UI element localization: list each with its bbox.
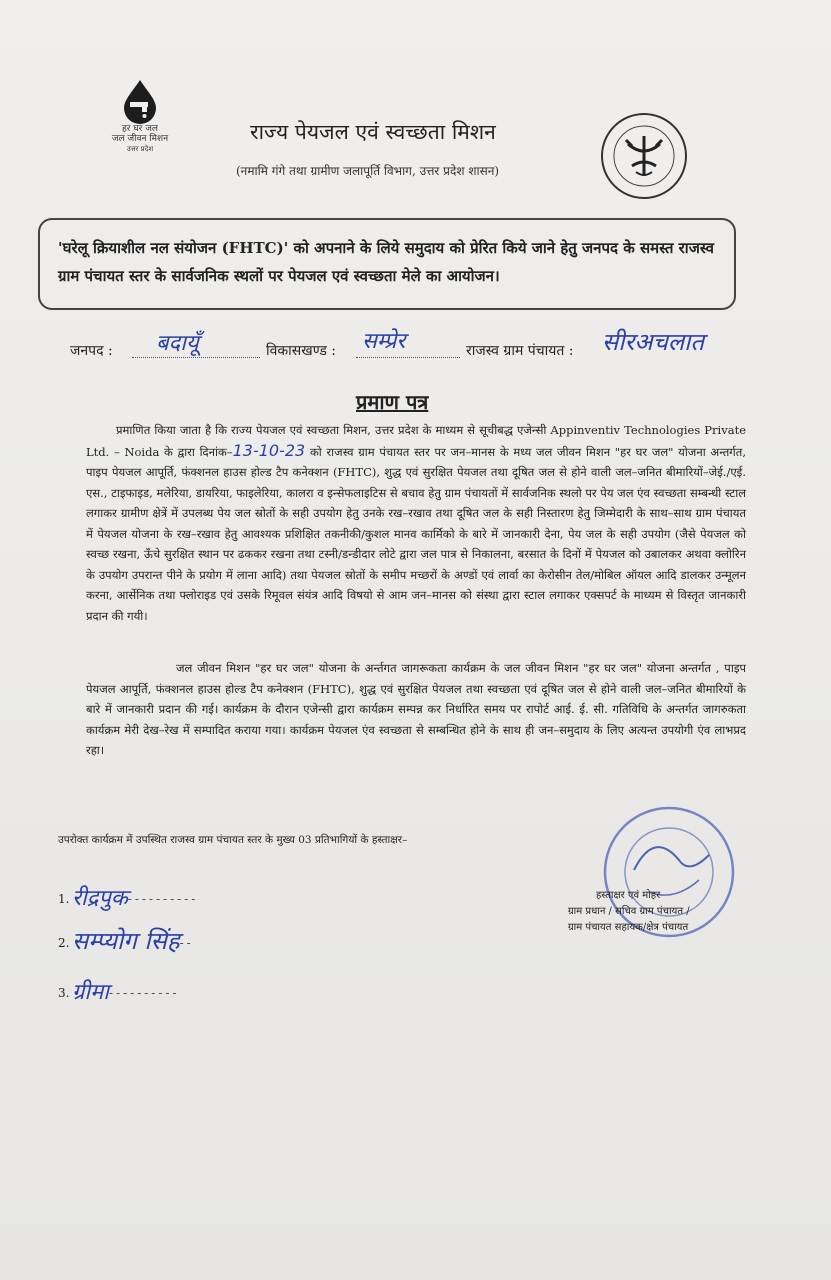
signature-line-2 xyxy=(58,922,194,955)
event-banner: 'घरेलू क्रियाशील नल संयोजन (FHTC)' को अपनाने के लिये समुदाय को प्रेरित किये जाने हेतु जनपद के समस्त राजस्व ग्राम पंचायत स्तर के सार्वजनिक स्थलों पर पेयजल एवं स्वच्छता मेले का आयोजन। xyxy=(38,218,736,310)
signature-number: 2. xyxy=(58,936,70,950)
event-date: 13-10-23 xyxy=(232,440,306,460)
stamp-line-3: ग्राम पंचायत सहायक/क्षेत्र पंचायत xyxy=(568,922,689,933)
logo-caption-2: जल जीवन मिशन xyxy=(111,134,169,144)
signature-line-1 xyxy=(58,880,198,910)
logo-caption-1: हर घर जल xyxy=(122,124,158,134)
block-value: सम्प्रेर xyxy=(362,329,406,354)
jal-jeevan-mission-logo xyxy=(104,78,176,154)
signatures-intro: उपरोक्त कार्यक्रम में उपस्थित राजस्व ग्राम पंचायत स्तर के मुख्य 03 प्रतिभागियों के हस्ताक्षर– xyxy=(58,834,408,846)
district-label: जनपद : xyxy=(70,343,113,359)
certificate-paragraph-1 xyxy=(86,420,746,626)
signature-3: ग्रीमा xyxy=(72,980,109,1005)
stamp-line-1: हस्ताक्षर एवं मोहर xyxy=(596,890,661,901)
panchayat-label: राजस्व ग्राम पंचायत : xyxy=(466,343,574,359)
para1-part-a: प्रमाणित किया जाता है कि राज्य पेयजल एवं स्वच्छता मिशन, उत्तर प्रदेश के माध्यम से सूचीबद्ध एजेन्सी Appinventiv Technologies Private Ltd. – Noida के द्वारा दिनांक– xyxy=(86,423,746,459)
signature-dashes: -- xyxy=(179,936,194,950)
district-value: बदायूँ xyxy=(156,331,199,356)
signature-number: 3. xyxy=(58,986,70,1000)
logo-caption-3: उत्तर प्रदेश xyxy=(126,145,154,153)
block-label: विकासखण्ड : xyxy=(266,343,337,359)
signature-number: 1. xyxy=(58,892,70,906)
stamp-line-2: ग्राम प्रधान / सचिव ग्राम पंचायत / xyxy=(568,906,690,917)
page-title: राज्य पेयजल एवं स्वच्छता मिशन xyxy=(250,120,496,144)
signature-1: रीद्रपुक xyxy=(72,886,128,911)
up-emblem-logo xyxy=(598,110,690,206)
certificate-paragraph-2: जल जीवन मिशन "हर घर जल" योजना के अर्न्तगत जागरूकता कार्यक्रम के जल जीवन मिशन "हर घर जल" योजना अन्तर्गत , पाइप पेयजल आपूर्ति, फंक्शनल हाउस होल्ड टैप कनेक्शन (FHTC), शुद्ध एवं सुरक्षित पेयजल तथा स्वच्छता एवं दूषित जल से होने वाली जल–जनित बीमारियों के बारे में जानकारी प्रदान की गई। कार्यक्रम के दौरान एजेन्सी द्वारा कार्यक्रम सम्पन्न कर निर्धारित समय पर रापोर्ट आई. ई. सी. गतिविधि के अन्तर्गत जागरुकता कार्यक्रम मेरी देख–रेख में सम्पादित कराया गया। कार्यक्रम पेयजल एंव स्वच्छता से सम्बन्धित होने के साथ ही जन–समुदाय के लिए अत्यन्त उपयोगी एंव लाभप्रद रहा। xyxy=(86,661,746,757)
para1-part-b: को राजस्व ग्राम पंचायत स्तर पर जन–मानस के मध्य जल जीवन मिशन "हर घर जल" योजना अन्तर्गत, पाइप पेयजल आपूर्ति, फंक्शनल हाउस होल्ड टैप कनेक्शन (FHTC), शुद्ध एवं सुरक्षित पेयजल तथा दूषित जल से होने वाली जल–जनित बीमारियों–जेई./एई. एस., टाइफाइड, मलेरिया, डायरिया, फाइलेरिया, कालरा व इन्सेफलाइटिस से बचाव हेतु ग्राम पंचायतों में सार्वजनिक स्थलो पर पेय जल एंव स्वच्छता सम्बन्धी स्टाल लगाकर ग्रामीण क्षेत्रें में उपलब्ध पेय जल स्रोतों के सही उपयोग हेतु उनके रख–रखाव तथा दूषित जल के सही निस्तारण हेतु जिम्मेदारी के साथ–साथ ग्राम पंचायत में पेयजल योजना के रख–रखाव हेतु आवश्यक प्रशिक्षित तकनीकी/कुशल मानव कार्मिको के बारे में जानकारी देना, पेय जल के सही उपयोग (जैसे पेयजल को स्वच्छ रखना, ऊँचे सुरक्षित स्थान पर ढककर रखना तथा टस्नी/डन्डीदार लोटे द्वारा जल पात्र से निकालना, बरसात के दिनों में पेयजल को उबालकर अथवा क्लोरिन के उपयोग उपरान्त पीने के प्रयोग में लाना आदि) तथा पेयजल स्रोतों के समीप मच्छरों के अण्डों एवं लार्वा का केरोसीन तेल/मोबिल ऑयल आदि डालकर उन्मूलन करना, आर्सेनिक तथा फ्लोराइड एवं उसके रिमूवल संयंत्र आदि विषयो से आम जन–मानस को संस्था द्वारा स्टाल लगाकर एक्सपर्ट के माध्यम से विस्तृत जानकारी प्रदान की गयी। xyxy=(86,444,746,623)
signature-dashes: ---------- xyxy=(127,892,199,906)
panchayat-value: सीरअचलात xyxy=(602,328,704,356)
water-drop-tap-icon xyxy=(120,78,160,124)
signature-dashes: ---------- xyxy=(108,986,180,1000)
certificate-title: प्रमाण पत्र xyxy=(356,390,429,414)
uttar-pradesh-emblem-icon xyxy=(598,110,690,202)
signature-line-3 xyxy=(58,974,180,1004)
page-subtitle: (नमामि गंगे तथा ग्रामीण जलापूर्ति विभाग, उत्तर प्रदेश शासन) xyxy=(236,164,500,178)
signature-2: सम्प्योग सिंह xyxy=(72,927,180,955)
stamp-caption xyxy=(560,888,760,936)
